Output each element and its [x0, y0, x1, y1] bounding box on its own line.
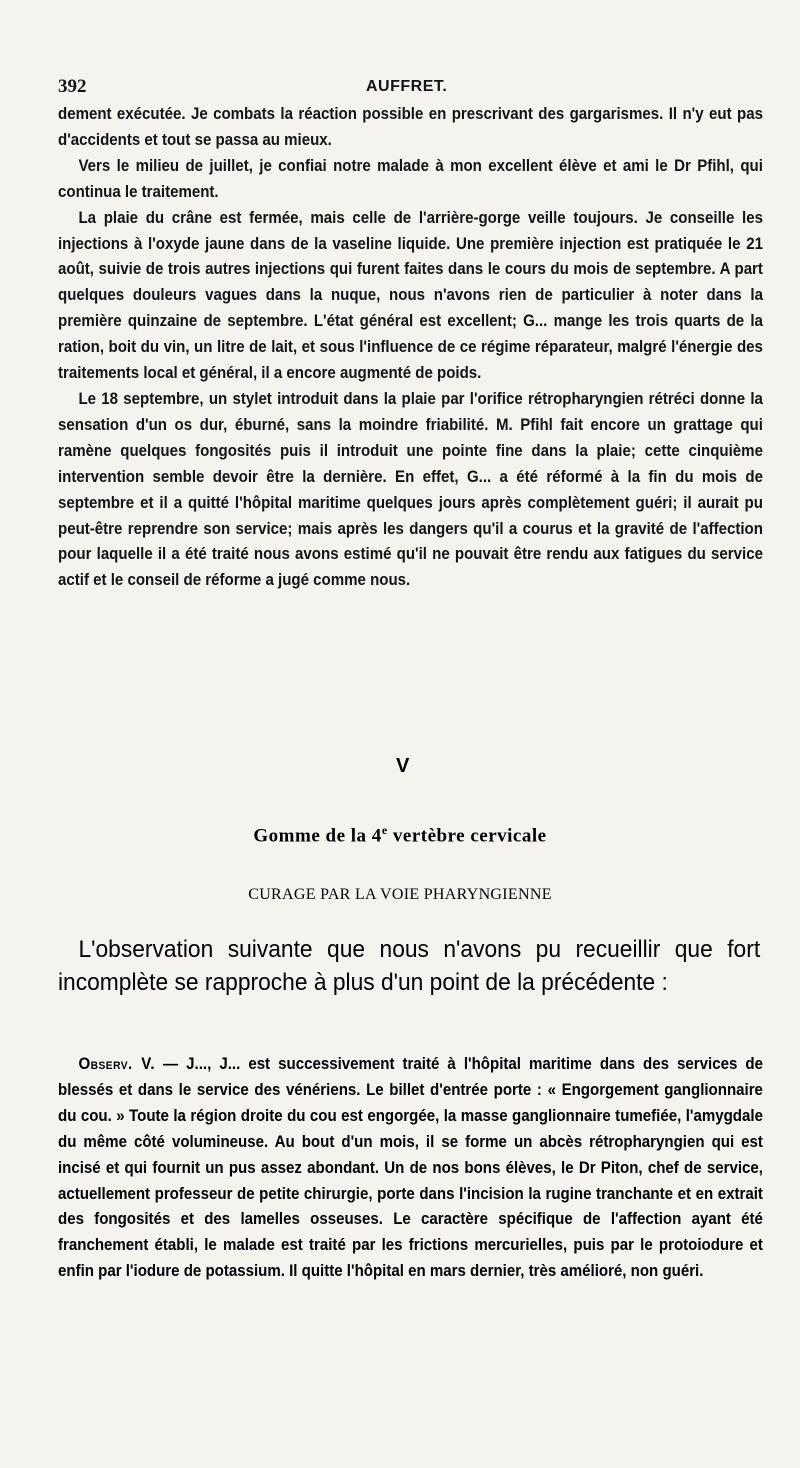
section-title-superscript: e [381, 823, 388, 837]
body-text [58, 102, 763, 594]
section-subtitle: CURAGE PAR LA VOIE PHARYNGIENNE [248, 886, 552, 903]
running-head [58, 68, 762, 102]
intro-paragraph: L'observation suivante que nous n'avons pu recueillir que fort incomplète se rapproche à plus d'un point de la précédente : [58, 936, 761, 996]
running-title: AUFFRET. [366, 78, 448, 95]
section-title [0, 823, 800, 847]
paragraph: Le 18 septembre, un stylet introduit dans la plaie par l'orifice rétropharyngien rétréci donne la sensation d'un os dur, éburné, sans la moindre friabilité. M. Pfihl fait encore un grattage qui ramène quelques fongosités puis il introduit une pointe fine dans la plaie; cette cinquième intervention semble devoir être la dernière. En effet, G... a été réformé à la fin du mois de septembre et il a quitté l'hôpital maritime quelques jours après complètement guéri; il aurait pu peut-être reprendre son service; mais après les dangers qu'il a courus et la gravité de l'affection pour laquelle il a été traité nous avons estimé qu'il ne pouvait être rendu aux fatigues du service actif et le conseil de réforme a jugé comme nous. [58, 389, 763, 590]
section-title-text-end: vertèbre cervicale [387, 825, 547, 847]
paragraph: dement exécutée. Je combats la réaction possible en prescrivant des gargarismes. Il n'y eut pas d'accidents et tout se passa au mieux. [58, 105, 763, 149]
section-numeral: V [396, 755, 410, 777]
paragraph: Vers le milieu de juillet, je confiai notre malade à mon excellent élève et ami le Dr Pfihl, qui continua le traitement. [58, 156, 763, 201]
paragraph: La plaie du crâne est fermée, mais celle de l'arrière-gorge veille toujours. Je conseille les injections à l'oxyde jaune dans de la vaseline liquide. Une première injection est pratiquée le 21 août, suivie de trois autres injections qui furent faites dans le cours du mois de septembre. A part quelques douleurs vagues dans la nuque, nous n'avons rien de particulier à noter dans la première quinzaine de septembre. L'état général est excellent; G... mange les trois quarts de la ration, boit du vin, un litre de lait, et sous l'influence de ce régime réparateur, malgré l'énergie des traitements local et général, il a encore augmenté de poids. [58, 208, 763, 383]
observation-label: Observ. V. [78, 1055, 155, 1073]
observation-paragraph [58, 1052, 763, 1285]
page-number: 392 [58, 76, 87, 97]
observation-text: — J..., J... est successivement traité à l'hôpital maritime dans des services de blessés et dans le service des vénériens. Le billet d'entrée porte : « Engorgement ganglionnaire du cou. » Toute la région droite du cou est engorgée, la masse ganglionnaire tumefiée, l'amygdale du même côté volumineuse. Au bout d'un mois, il se forme un abcès rétropharyngien qui est incisé et qui fournit un pus assez abondant. Un de nos bons élèves, le Dr Piton, chef de service, actuellement professeur de petite chirurgie, porte dans l'incision la rugine tranchante et en extrait des fongosités et des lamelles osseuses. Le caractère spécifique de l'affection ayant été franchement établi, le malade est traité par les frictions mercurielles, puis par le protoiodure et enfin par l'iodure de potassium. Il quitte l'hôpital en mars dernier, très amélioré, non guéri. [58, 1055, 763, 1281]
section-title-text: Gomme de la 4 [253, 825, 382, 847]
